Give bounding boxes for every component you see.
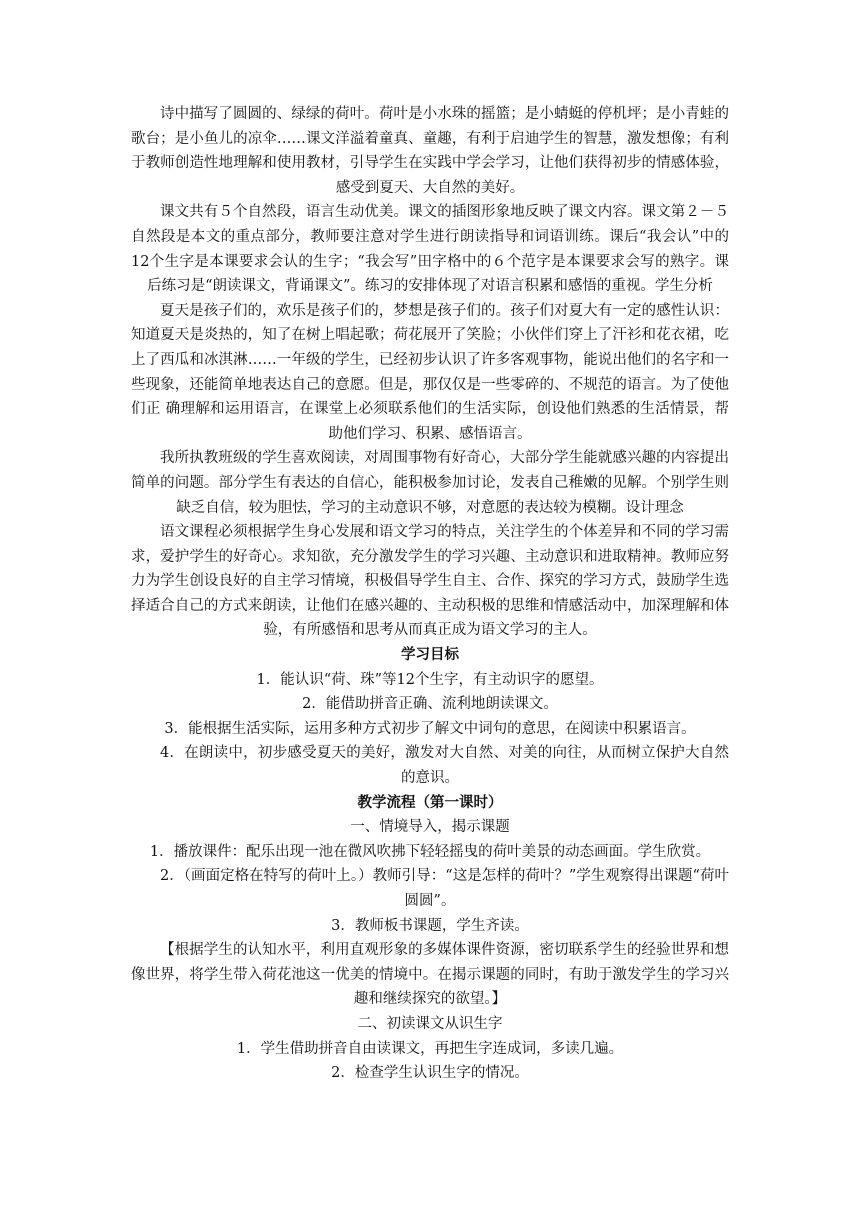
document-page [131, 102, 729, 1086]
step-1-1: 1．播放课件：配乐出现一池在微风吹拂下轻轻摇曳的荷叶美景的动态画面。学生欣赏。 [149, 843, 711, 860]
paragraph-student-analysis: 夏天是孩子们的，欢乐是孩子们的，梦想是孩子们的。孩子们对夏大有一定的感性认识：知道夏天是炎热的，知了在树上唱起歌；荷花展开了笑脸；小伙伴们穿上了汗衫和花衣裙，吃上了西瓜和冰淇淋……一年级的学生，已经初步认识了许多客观事物，能说出他们的名字和一些现象，还能简单地表达自己的意愿。但是，那仅仅是一些零碎的、不规范的语言。为了使他们正 确理解和运用语言，在课堂上必须联系他们的生活实际，创设他们熟悉的生活情景，帮助他们学习、积累、感悟语言。 [131, 302, 729, 442]
heading-learning-goals: 学习目标 [401, 646, 459, 664]
goal-item-2: 2．能借助拼音正确、流利地朗读课文。 [302, 696, 558, 713]
design-note: 【根据学生的认知水平，利用直观形象的多媒体课件资源，密切联系学生的经验世界和想像世界，将学生带入荷花池这一优美的情境中。在揭示课题的同时，有助于激发学生的学习兴趣和继续探究的欲望。】 [131, 942, 729, 1008]
goal-item-4: 4．在朗读中，初步感受夏天的美好，激发对大自然、对美的向往，从而树立保护大自然的意识。 [160, 745, 729, 787]
step-2-2: 2．检查学生认识生字的情况。 [331, 1065, 529, 1082]
goal-item-3: 3．能根据生活实际，运用多种方式初步了解文中词句的意思，在阅读中积累语言。 [164, 720, 696, 737]
section-heading-first-reading: 二、初读课文从识生字 [357, 1015, 503, 1032]
paragraph-text-description: 诗中描写了圆圆的、绿绿的荷叶。荷叶是小水珠的摇篮；是小蜻蜓的停机坪；是小青蛙的歌台；是小鱼儿的凉伞……课文洋溢着童真、童趣，有利于启迪学生的智慧，激发想像；有利于教师创造性地理解和使用教材，引导学生在实践中学会学习，让他们获得初步的情感体验，感受到夏天、大自然的美好。 [131, 106, 729, 196]
goal-item-1: 1．能认识“荷、珠”等12个生字，有主动识字的愿望。 [256, 671, 604, 688]
paragraph-class-profile: 我所执教班级的学生喜欢阅读，对周围事物有好奇心，大部分学生能就感兴趣的内容提出简单的问题。部分学生有表达的自信心，能积极参加讨论，发表自己稚嫩的见解。个别学生则缺乏自信，较为胆怯，学习的主动意识不够，对意愿的表达较为模糊。设计理念 [131, 450, 729, 516]
step-1-3: 3．教师板书课题，学生齐读。 [331, 917, 529, 934]
step-2-1: 1．学生借助拼音自由读课文，再把生字连成词，多读几遍。 [236, 1040, 624, 1057]
paragraph-text-structure: 课文共有５个自然段，语言生动优美。课文的插图形象地反映了课文内容。课文第２－５自然段是本文的重点部分，教师要注意对学生进行朗读指导和词语训练。课后“我会认”中的12个生字是本课要求会认的生字；“我会写”田字格中的６个范字是本课要求会写的熟字。课后练习是“朗读课文，背诵课文”。练习的安排体现了对语言积累和感悟的重视。学生分析 [131, 204, 729, 295]
section-heading-intro: 一、情境导入，揭示课题 [350, 819, 510, 836]
step-1-2: 2．（画面定格在特写的荷叶上。）教师引导：“这是怎样的荷叶？”学生观察得出课题“荷叶圆圆”。 [160, 868, 729, 909]
heading-teaching-flow: 教学流程（第一课时） [357, 793, 503, 811]
paragraph-design-concept: 语文课程必须根据学生身心发展和语文学习的特点，关注学生的个体差异和不同的学习需求，爱护学生的好奇心。求知欲，充分激发学生的学习兴趣、主动意识和进取精神。教师应努力为学生创设良好的自主学习情境，积极倡导学生自主、合作、探究的学习方式，鼓励学生选择适合自己的方式来朗读，让他们在感兴趣的、主动积极的思维和情感活动中，加深理解和体验，有所感悟和思考从而真正成为语文学习的主人。 [131, 524, 729, 639]
